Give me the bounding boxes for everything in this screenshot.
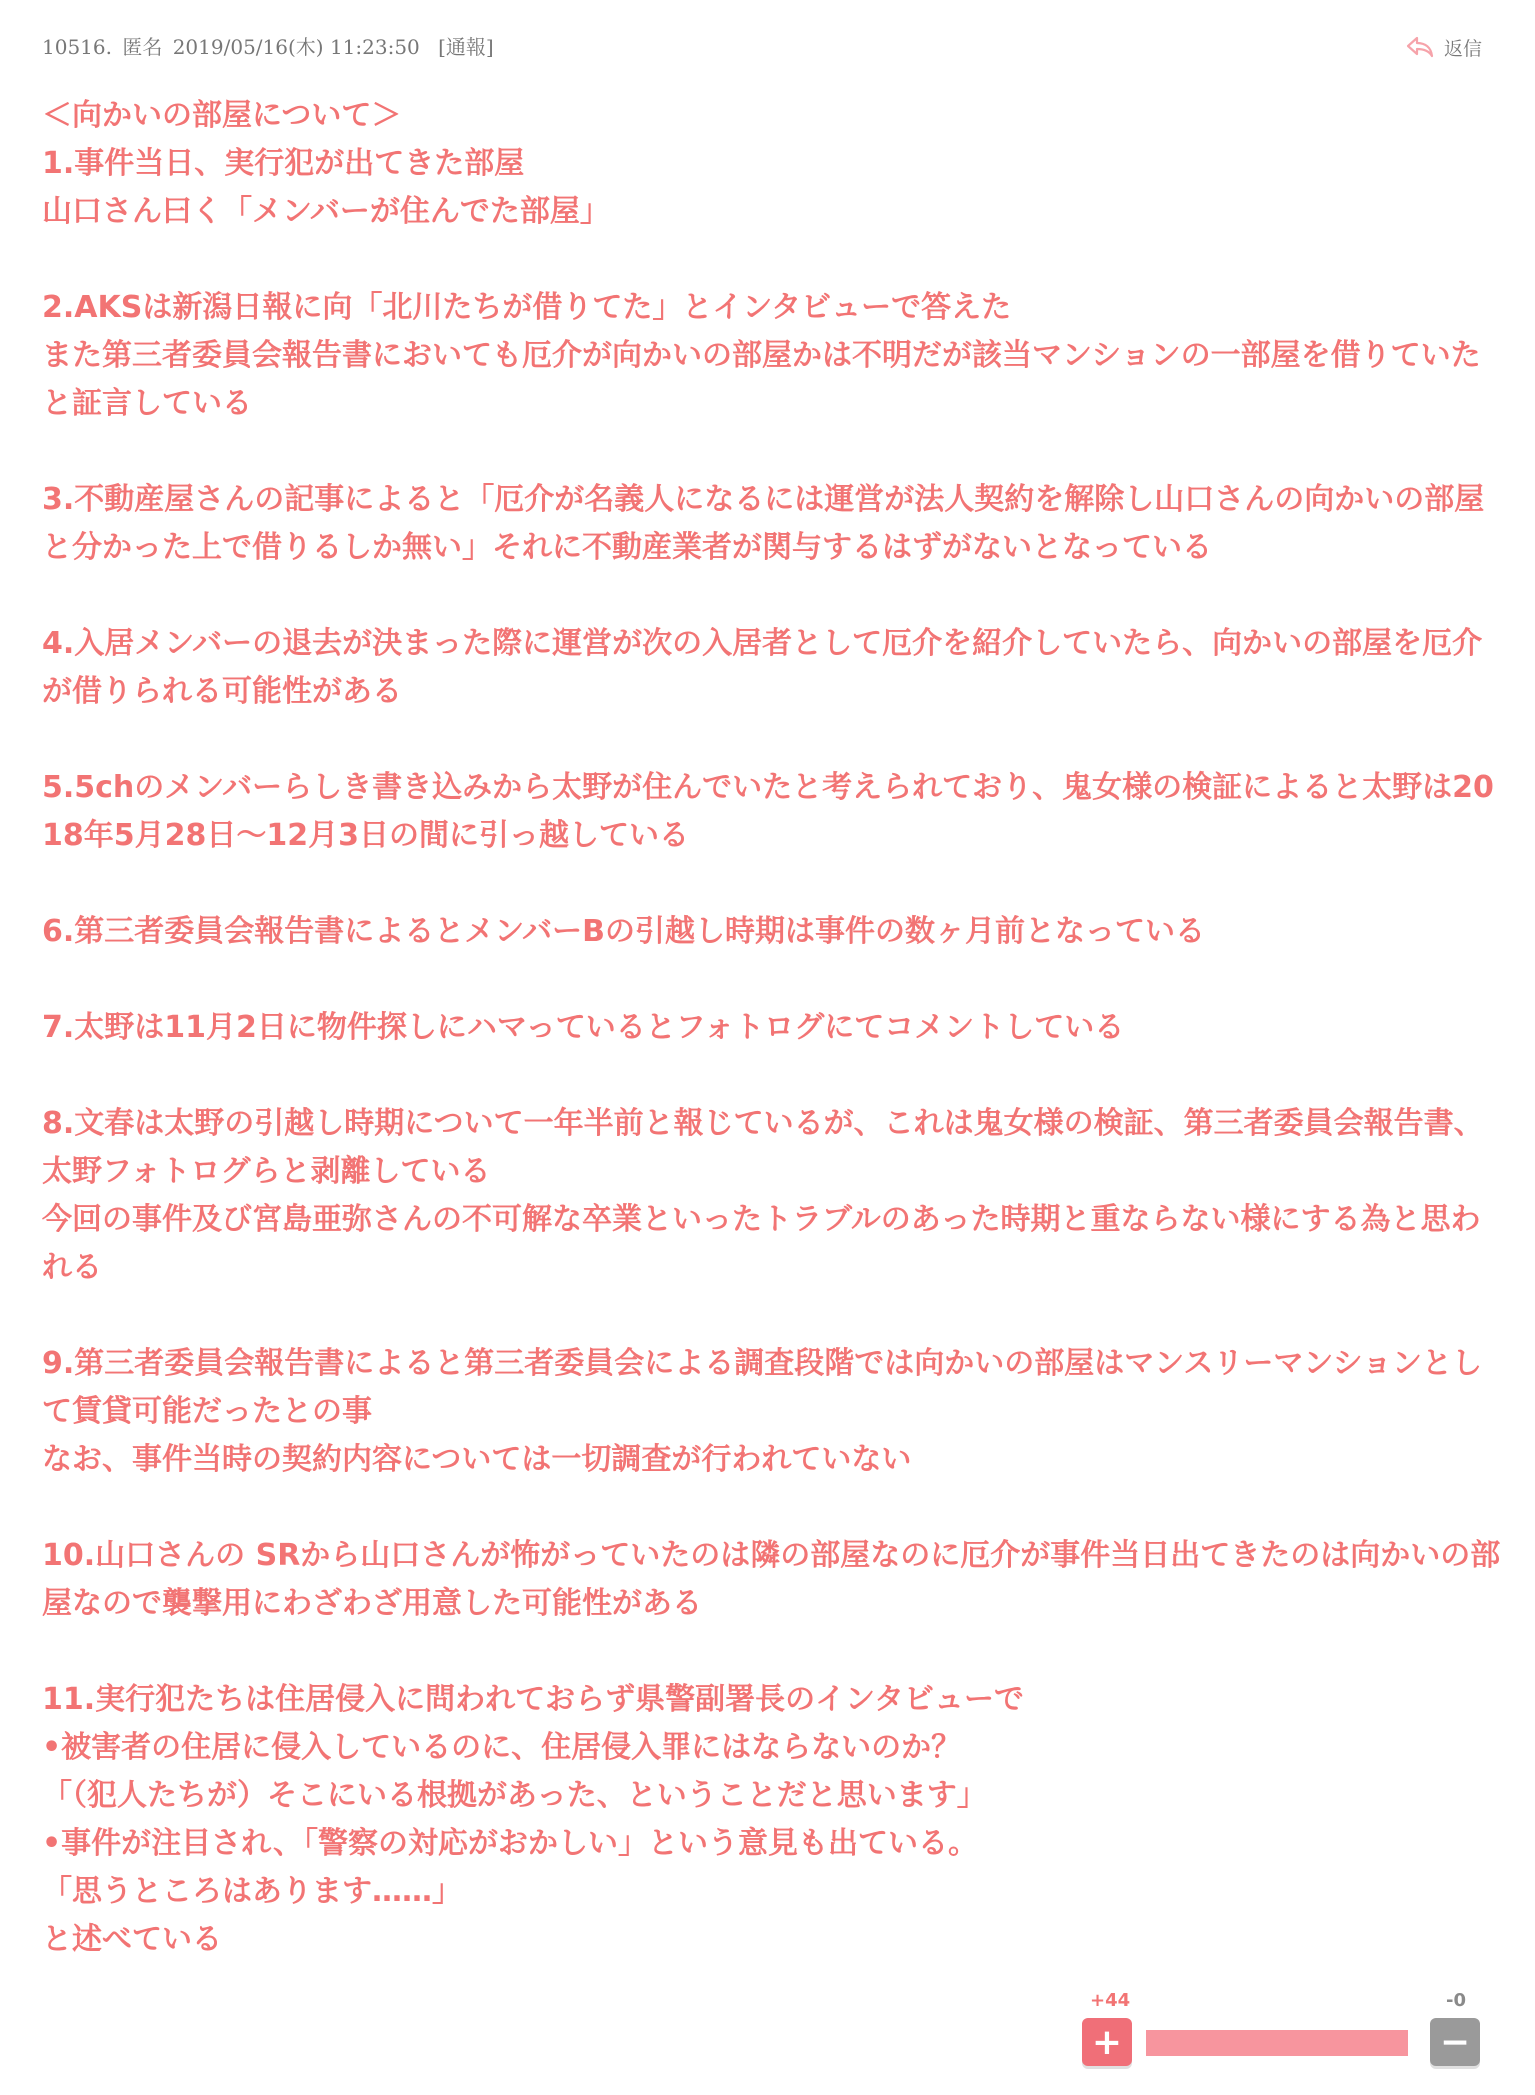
post-text-line: 8.文春は太野の引越し時期について一年半前と報じているが、これは鬼女様の検証、第三者委員会報告書、太野フォトログらと剥離している — [42, 1106, 1484, 1189]
post-text-line: 9.第三者委員会報告書によると第三者委員会による調査段階では向かいの部屋はマンスリーマンションとして賃貸可能だったとの事 — [42, 1346, 1483, 1429]
post-text-line: 「（犯人たちが）そこにいる根拠があった、ということだと思います」 — [42, 1778, 987, 1813]
vote-ratio-fill — [1146, 2030, 1408, 2056]
blank-line — [42, 428, 1502, 476]
post-text-line: 4.入居メンバーの退去が決まった際に運営が次の入居者として厄介を紹介していたら、向かいの部屋を厄介が借りられる可能性がある — [42, 626, 1483, 709]
post-author: 匿名 — [122, 35, 163, 59]
post-text-line: 3.不動産屋さんの記事によると「厄介が名義人になるには運営が法人契約を解除し山口さんの向かいの部屋と分かった上で借りるしか無い」それに不動産業者が関与するはずがないとなっている — [42, 482, 1485, 565]
post-text-line: と述べている — [42, 1922, 222, 1957]
post-text-line: 山口さん曰く「メンバーが住んでた部屋」 — [42, 194, 610, 229]
post-text-line: 今回の事件及び宮島亜弥さんの不可解な卒業といったトラブルのあった時期と重ならない様にする為と思われる — [42, 1202, 1481, 1285]
blank-line — [42, 956, 1502, 1004]
blank-line — [42, 716, 1502, 764]
post-text-line: なお、事件当時の契約内容については一切調査が行われていない — [42, 1442, 912, 1477]
blank-line — [42, 1628, 1502, 1676]
post-text-line: 11.実行犯たちは住居侵入に問われておらず県警副署長のインタビューで — [42, 1682, 1024, 1717]
blank-line — [42, 572, 1502, 620]
blank-line — [42, 1292, 1502, 1340]
minus-button[interactable] — [1430, 2018, 1480, 2066]
reply-button[interactable] — [1406, 30, 1482, 64]
post-header — [42, 30, 1482, 66]
reply-label: 返信 — [1443, 37, 1482, 60]
post-text-line: 5.5chのメンバーらしき書き込みから太野が住んでいたと考えられており、鬼女様の検証によると太野は2018年5月28日〜12月3日の間に引っ越している — [42, 770, 1494, 853]
plus-count: +44 — [1090, 1990, 1131, 2011]
post-text-line: 1.事件当日、実行犯が出てきた部屋 — [42, 146, 525, 181]
reply-arrow-icon — [1406, 36, 1434, 58]
post-text-line: 2.AKSは新潟日報に向「北川たちが借りてた」とインタビューで答えた — [42, 290, 1012, 325]
post-meta — [42, 30, 498, 64]
post-number: 10516. — [42, 35, 112, 59]
blank-line — [42, 1052, 1502, 1100]
vote-ratio-bar — [1146, 2030, 1408, 2056]
post-text-line: 「思うところはあります……」 — [42, 1874, 462, 1909]
blank-line — [42, 860, 1502, 908]
post-text-line: •被害者の住居に侵入しているのに、住居侵入罪にはならないのか？ — [42, 1730, 962, 1765]
post-text-line: 10.山口さんの SRから山口さんが怖がっていたのは隣の部屋なのに厄介が事件当日出てきたのは向かいの部屋なので襲撃用にわざわざ用意した可能性がある — [42, 1538, 1501, 1621]
blank-line — [42, 1484, 1502, 1532]
post-text-line: また第三者委員会報告書においても厄介が向かいの部屋かは不明だが該当マンションの一部屋を借りていたと証言している — [42, 338, 1481, 421]
post-text-line: ＜向かいの部屋について＞ — [42, 98, 402, 133]
post-text-line: 6.第三者委員会報告書によるとメンバーBの引越し時期は事件の数ヶ月前となっている — [42, 914, 1206, 949]
minus-count: -0 — [1446, 1990, 1466, 2011]
minus-icon: − — [1439, 2021, 1471, 2063]
plus-icon: + — [1091, 2021, 1123, 2063]
vote-widget — [1080, 1990, 1480, 2070]
post-body — [42, 92, 1502, 1964]
plus-button[interactable] — [1082, 2018, 1132, 2066]
blank-line — [42, 236, 1502, 284]
post-datetime: 2019/05/16(木) 11:23:50 — [172, 35, 420, 59]
report-link[interactable]: [通報] — [438, 35, 494, 59]
post-text-line: •事件が注目され、「警察の対応がおかしい」という意見も出ている。 — [42, 1826, 978, 1861]
post-text-line: 7.太野は11月2日に物件探しにハマっているとフォトログにてコメントしている — [42, 1010, 1125, 1045]
